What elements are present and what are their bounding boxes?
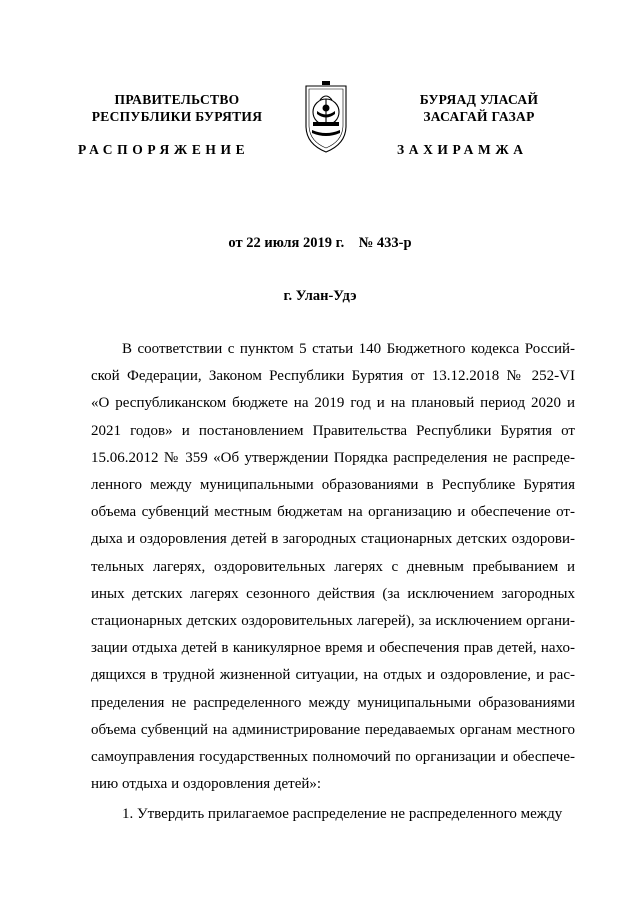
preamble-paragraph xyxy=(91,336,575,798)
body-line: дыха и оздоровления детей в загородных стационарных детских оздорови- xyxy=(91,531,575,548)
body-line: ской Федерации, Законом Республики Бурятия от 13.12.2018 № 252-VI xyxy=(91,368,575,385)
header-right-line2: ЗАСАГАЙ ГАЗАР xyxy=(423,109,535,124)
body-line: объема субвенций местным бюджетам на организацию и обеспечение от- xyxy=(91,504,575,521)
doc-type-buryat: ЗАХИРАМЖА xyxy=(397,142,528,157)
body-line: «О республиканском бюджете на 2019 год и на плановый период 2020 и xyxy=(91,395,575,412)
header-left-line2: РЕСПУБЛИКИ БУРЯТИЯ xyxy=(91,109,263,124)
item-1-text: 1. Утвердить прилагаемое распределение не распределенного между xyxy=(122,806,563,822)
body-line: 15.06.2012 № 359 «Об утверждении Порядка распределения не распреде- xyxy=(91,449,575,466)
date-and-number: от 22 июля 2019 г. № 433-р xyxy=(228,235,412,251)
header-left-authority xyxy=(70,91,284,125)
body-line: зации отдыха детей в каникулярное время и обеспечения прав детей, нахо- xyxy=(91,640,575,657)
header-right-authority xyxy=(386,91,572,125)
header-left-line1: ПРАВИТЕЛЬСТВО xyxy=(114,92,240,107)
body-line: тельных лагерях, оздоровительных лагерях с дневным пребыванием и xyxy=(91,558,575,575)
header-right-line1: БУРЯАД УЛАСАЙ xyxy=(419,92,539,107)
body-line: нию отдыха и оздоровления детей»: xyxy=(91,776,322,793)
body-line: иных детских лагерях сезонного действия (за исключением загородных xyxy=(91,585,575,602)
body-line: ленного между муниципальными образованиями в Республике Бурятия xyxy=(91,477,575,494)
body-line: самоуправления государственных полномочий по организации и обеспече- xyxy=(91,749,575,766)
city: г. Улан-Удэ xyxy=(283,288,357,304)
body-line: дящихся в трудной жизненной ситуации, на отдых и оздоровление, и рас- xyxy=(91,667,575,684)
body-line: объема субвенций на администрирование передаваемых органам местного xyxy=(91,721,575,738)
coat-of-arms-icon xyxy=(300,78,352,154)
body-line: пределения не распределенного между муниципальными образованиями xyxy=(91,694,575,711)
body-line: стационарных детских оздоровительных лагерей), за исключением органи- xyxy=(91,613,575,630)
body-line: В соответствии с пунктом 5 статьи 140 Бюджетного кодекса Россий- xyxy=(122,341,575,357)
doc-type-russian: РАСПОРЯЖЕНИЕ xyxy=(78,142,250,157)
body-line: 2021 годов» и постановлением Правительства Республики Бурятия от xyxy=(91,422,575,439)
